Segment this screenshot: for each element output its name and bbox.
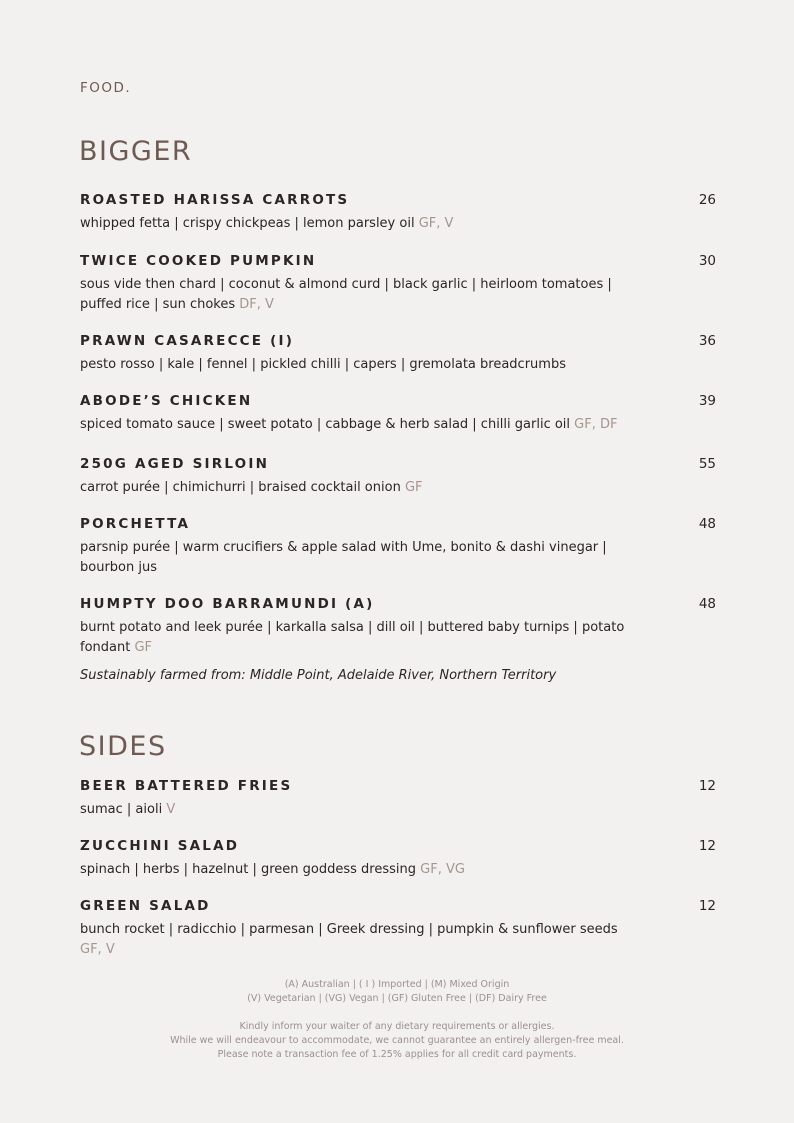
item-price: 12 — [698, 778, 716, 794]
item-price: 39 — [698, 393, 716, 409]
dietary-tags: GF — [134, 640, 153, 655]
item-ingredients: pesto rosso | kale | fennel | pickled chilli | capers | gremolata breadcrumbs — [80, 357, 566, 372]
item-price: 36 — [698, 333, 716, 349]
menu-item — [80, 778, 716, 820]
item-name: GREEN SALAD — [80, 898, 211, 914]
item-name: PORCHETTA — [80, 516, 191, 532]
menu-item — [80, 838, 716, 880]
item-description — [80, 275, 625, 315]
notice-line: While we will endeavour to accommodate, we cannot guarantee an entirely allergen-free meal. — [170, 1035, 624, 1046]
allergy-notice — [0, 1020, 794, 1062]
item-description — [80, 478, 625, 498]
item-name: HUMPTY DOO BARRAMUNDI (A) — [80, 596, 375, 612]
dietary-tags: V — [166, 802, 176, 817]
item-name: ROASTED HARISSA CARROTS — [80, 192, 350, 208]
item-name: 250G AGED SIRLOIN — [80, 456, 270, 472]
item-price: 48 — [698, 516, 716, 532]
section-title-bigger: BIGGER — [79, 136, 193, 167]
menu-item — [80, 393, 716, 435]
menu-item — [80, 596, 716, 658]
item-name: BEER BATTERED FRIES — [80, 778, 293, 794]
menu-item — [80, 516, 716, 578]
item-ingredients: sumac | aioli — [80, 802, 163, 817]
notice-line: Kindly inform your waiter of any dietary requirements or allergies. — [239, 1021, 555, 1032]
menu-item — [80, 333, 716, 375]
menu-item — [80, 253, 716, 315]
item-ingredients: parsnip purée | warm crucifiers & apple salad with Ume, bonito & dashi vinegar | bourbon jus — [80, 540, 607, 575]
dietary-tags: DF, V — [239, 297, 274, 312]
item-description — [80, 214, 625, 234]
item-price: 26 — [698, 192, 716, 208]
item-name: ZUCCHINI SALAD — [80, 838, 240, 854]
item-price: 12 — [698, 838, 716, 854]
item-description — [80, 860, 625, 880]
menu-item — [80, 898, 716, 960]
item-description — [80, 920, 625, 960]
dietary-tags: GF — [404, 480, 423, 495]
dietary-legend — [0, 978, 794, 1006]
item-name: TWICE COOKED PUMPKIN — [80, 253, 317, 269]
item-description — [80, 538, 625, 578]
menu-kicker: FOOD. — [80, 80, 132, 96]
dietary-tags: GF, V — [418, 216, 454, 231]
item-ingredients: sous vide then chard | coconut & almond curd | black garlic | heirloom tomatoes | puffed rice | sun chokes — [80, 277, 612, 312]
item-description — [80, 618, 625, 658]
item-ingredients: spinach | herbs | hazelnut | green goddess dressing — [80, 862, 417, 877]
item-ingredients: bunch rocket | radicchio | parmesan | Greek dressing | pumpkin & sunflower seeds — [80, 922, 618, 937]
item-name: PRAWN CASARECCE (I) — [80, 333, 295, 349]
item-price: 30 — [698, 253, 716, 269]
dietary-tags: GF, V — [80, 942, 115, 957]
dietary-tags: GF, DF — [574, 417, 618, 432]
dietary-tags: GF, VG — [420, 862, 465, 877]
item-description — [80, 800, 625, 820]
item-description — [80, 415, 625, 435]
item-ingredients: burnt potato and leek purée | karkalla salsa | dill oil | buttered baby turnips | potato fondant — [80, 620, 625, 655]
item-price: 55 — [698, 456, 716, 472]
item-price: 12 — [698, 898, 716, 914]
item-ingredients: whipped fetta | crispy chickpeas | lemon parsley oil — [80, 216, 415, 231]
section-title-sides: SIDES — [79, 731, 167, 762]
notice-line: Please note a transaction fee of 1.25% applies for all credit card payments. — [217, 1049, 577, 1060]
item-name: ABODE’S CHICKEN — [80, 393, 253, 409]
sourcing-note: Sustainably farmed from: Middle Point, Adelaide River, Northern Territory — [80, 668, 557, 683]
legend-dietary: (V) Vegetarian | (VG) Vegan | (GF) Gluten Free | (DF) Dairy Free — [247, 993, 547, 1004]
menu-item — [80, 192, 716, 234]
item-price: 48 — [698, 596, 716, 612]
item-description — [80, 355, 625, 375]
menu-item — [80, 456, 716, 498]
item-ingredients: spiced tomato sauce | sweet potato | cabbage & herb salad | chilli garlic oil — [80, 417, 571, 432]
item-ingredients: carrot purée | chimichurri | braised cocktail onion — [80, 480, 401, 495]
legend-origin: (A) Australian | ( I ) Imported | (M) Mixed Origin — [284, 979, 510, 990]
